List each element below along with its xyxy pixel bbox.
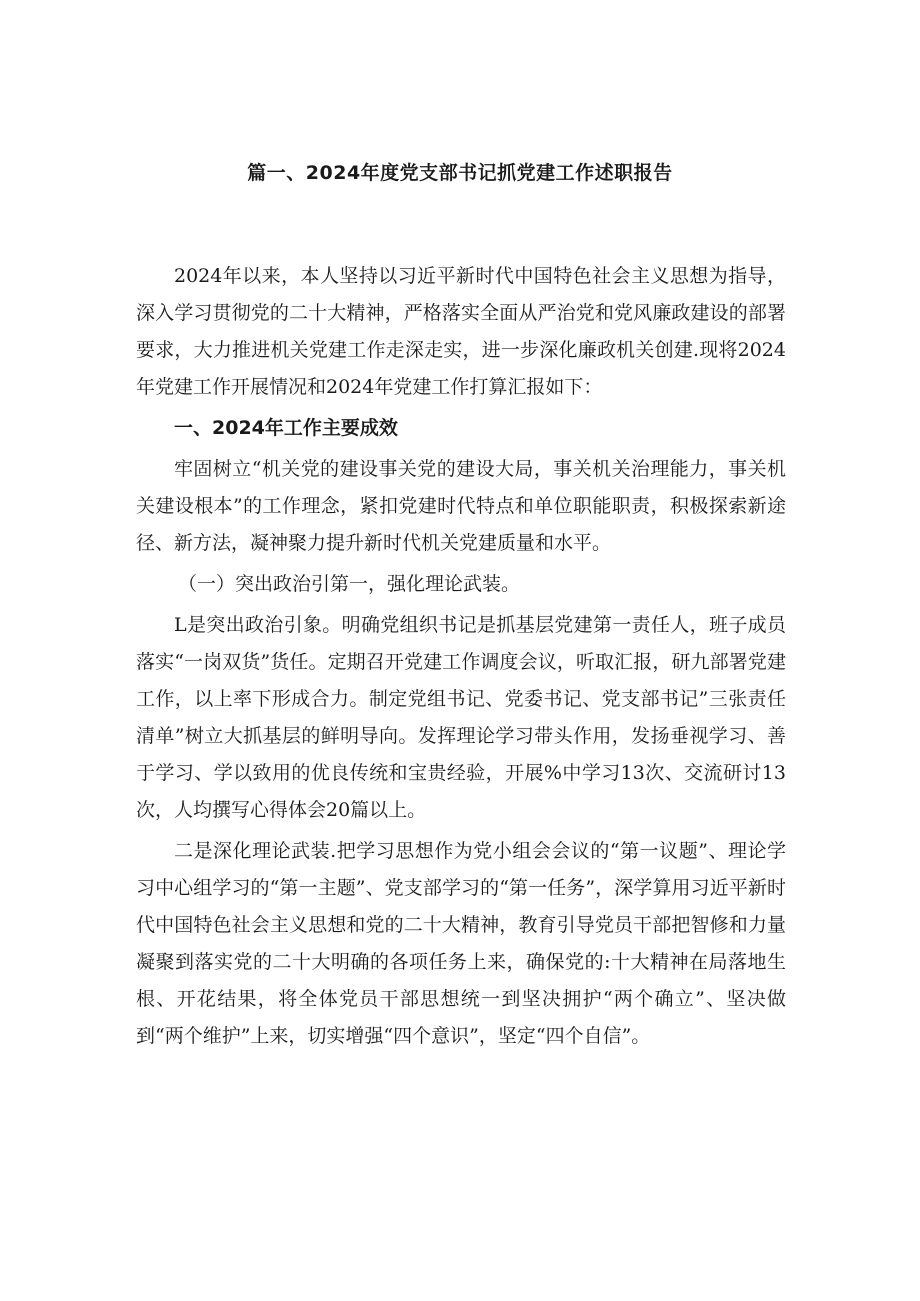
section-heading: 一、2024年工作主要成效	[174, 417, 398, 439]
intro-paragraph: 2024年以来，本人坚持以习近平新时代中国特色社会主义思想为指导，深入学习贯彻党的二十大精神，严格落实全面从严治党和党风廉政建设的部署要求，大力推进机关党建工作走深走实，进一步深化廉政机关创建.现将2024年党建工作开展情况和2024年党建工作打算汇报如下：	[136, 265, 786, 398]
body-paragraph: L是突出政治引象。明确党组织书记是抓基层党建第一责任人，班子成员落实“一岗双货”货任。定期召开党建工作调度会议，听取汇报，研九部署党建工作，以上率下形成合力。制定党组书记、党委书记、党支部书记”三张责任清单”树立大抓基层的鲜明导向。发挥理论学习带头作用，发扬垂视学习、善于学习、学以致用的优良传统和宝贵经验，开展%中学习13次、交流研讨13次，人均撰写心得体会20篇以上。	[136, 614, 786, 821]
section-intro-paragraph: 牢固树立“机关党的建设事关党的建设大局，事关机关治理能力，事关机关建设根本”的工作理念，紧扣党建时代特点和单位职能职责，积极探索新途径、新方法，凝神聚力提升新时代机关党建质量和水平。	[136, 458, 786, 554]
document-body	[136, 258, 786, 1059]
body-paragraph: 二是深化理论武装.把学习思想作为党小组会会议的“第一议题”、理论学习中心组学习的“第一主题”、党支部学习的“第一任务”，深学算用习近平新时代中国特色社会主义思想和党的二十大精神，教育引导党员干部把智修和力量凝聚到落实党的二十大明确的各项任务上来，确保党的:十大精神在局落地生根、开花结果，将全体党员干部思想统一到坚决拥护“两个确立”、坚决做到“两个维护”上来，切实增强“四个意识”，坚定“四个自信”。	[136, 840, 786, 1047]
document-title: 篇一、2024年度党支部书记抓党建工作述职报告	[247, 162, 673, 184]
subsection-heading: （一）突出政治引第一，强化理论武装。	[178, 573, 521, 595]
